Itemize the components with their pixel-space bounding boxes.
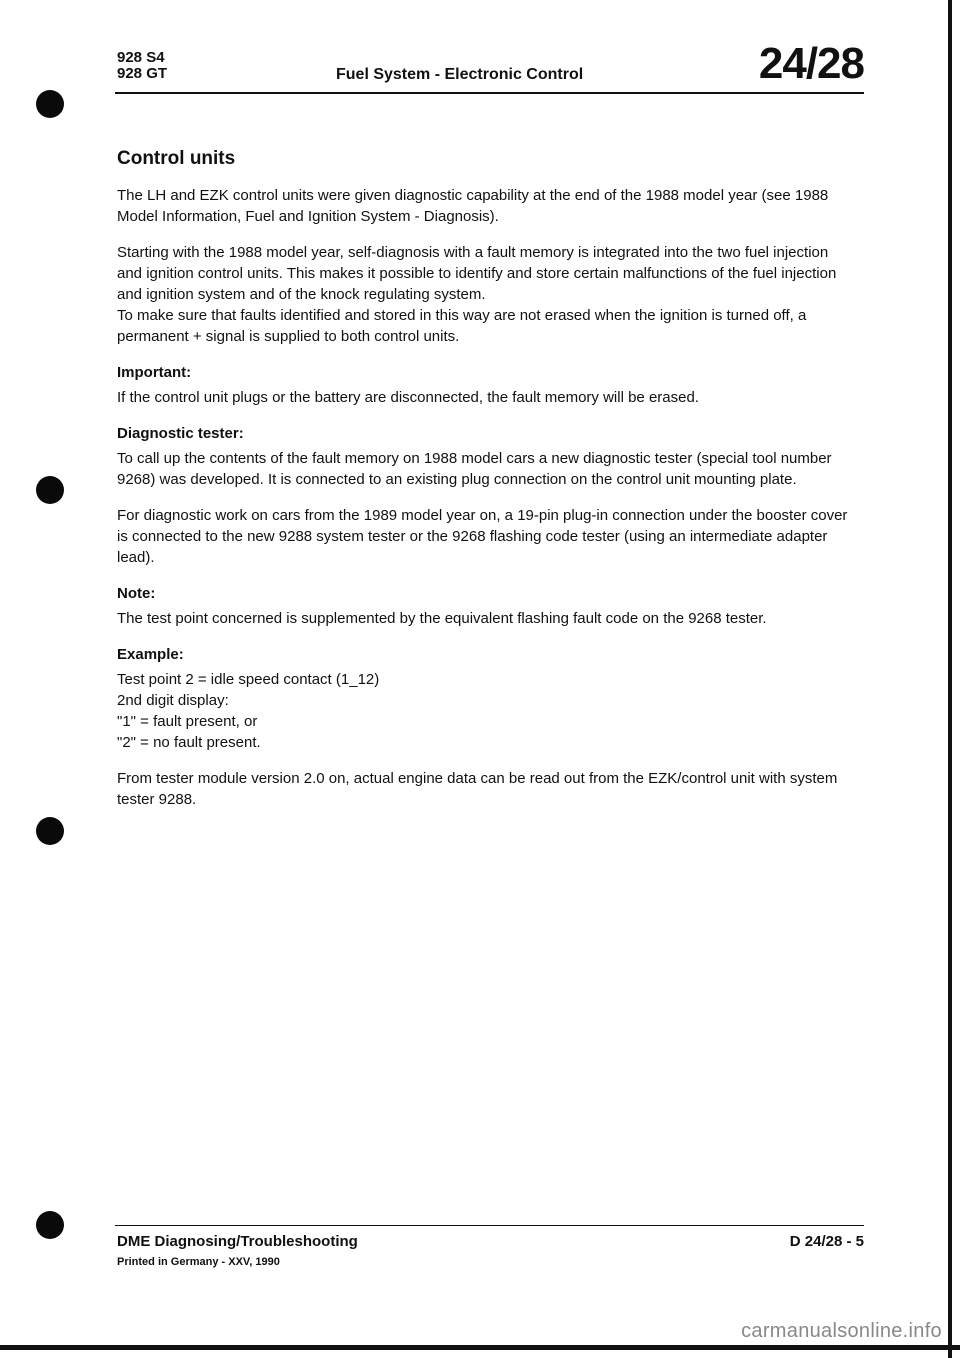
important-text: If the control unit plugs or the battery are disconnected, the fault memory will be erased. [117,389,699,406]
example-line: "2" = no fault present. [117,734,261,751]
note-text: The test point concerned is supplemented by the equivalent flashing fault code on the 9268 tester. [117,610,767,627]
right-border-line [948,0,952,1358]
paragraph-intro: The LH and EZK control units were given diagnostic capability at the end of the 1988 model year (see 1988 Model Information, Fuel and Ignition System - Diagnosis). [117,187,829,225]
section-title: Control units [117,148,236,169]
bottom-border-line [0,1345,960,1350]
header-group-number: 24/28 [758,39,864,88]
note-block [117,583,857,629]
binder-hole-2 [36,476,64,504]
example-line: "1" = fault present, or [117,713,258,730]
footer-title: DME Diagnosing/Troubleshooting [117,1233,358,1250]
binder-hole-4 [36,1211,64,1239]
paragraph-self-diagnosis-b: To make sure that faults identified and stored in this way are not erased when the ignition is turned off, a permanent + signal is supplied to both control units. [117,307,807,345]
note-label: Note: [117,585,156,602]
example-line: Test point 2 = idle speed contact (1_12) [117,671,380,688]
tester-paragraph-1: To call up the contents of the fault memory on 1988 model cars a new diagnostic tester (special tool number 9268) was developed. It is connected to an existing plug connection on the control unit mounting plate. [117,450,832,488]
paragraph-tester-module: From tester module version 2.0 on, actual engine data can be read out from the EZK/control unit with system tester 9288. [117,770,838,808]
footer-printed-note: Printed in Germany - XXV, 1990 [117,1256,280,1268]
binder-hole-1 [36,90,64,118]
important-label: Important: [117,364,192,381]
header-model-1: 928 S4 [117,49,165,66]
tester-block [117,423,857,490]
tester-paragraph-2: For diagnostic work on cars from the 1989 model year on, a 19-pin plug-in connection under the booster cover is connected to the new 9288 system tester or the 9268 flashing code tester (using an intermediate adapter lead). [117,507,848,566]
header-model-2: 928 GT [117,65,168,82]
important-block [117,362,857,408]
paragraph-self-diagnosis [117,242,857,347]
header-models [117,50,167,82]
binder-hole-3 [36,817,64,845]
header-title: Fuel System - Electronic Control [336,66,584,83]
example-label: Example: [117,646,184,663]
footer-rule [115,1225,864,1226]
header-rule [115,92,864,94]
example-line: 2nd digit display: [117,692,229,709]
tester-label: Diagnostic tester: [117,425,244,442]
footer-page-number: D 24/28 - 5 [789,1233,864,1250]
paragraph-self-diagnosis-a: Starting with the 1988 model year, self-diagnosis with a fault memory is integrated into the two fuel injection and ignition control units. This makes it possible to identify and store certain malfunctions of the fuel injection and ignition system and of the knock regulating system. [117,244,837,303]
example-block [117,644,857,753]
watermark: carmanualsonline.info [741,1320,942,1342]
page-content [117,148,857,825]
